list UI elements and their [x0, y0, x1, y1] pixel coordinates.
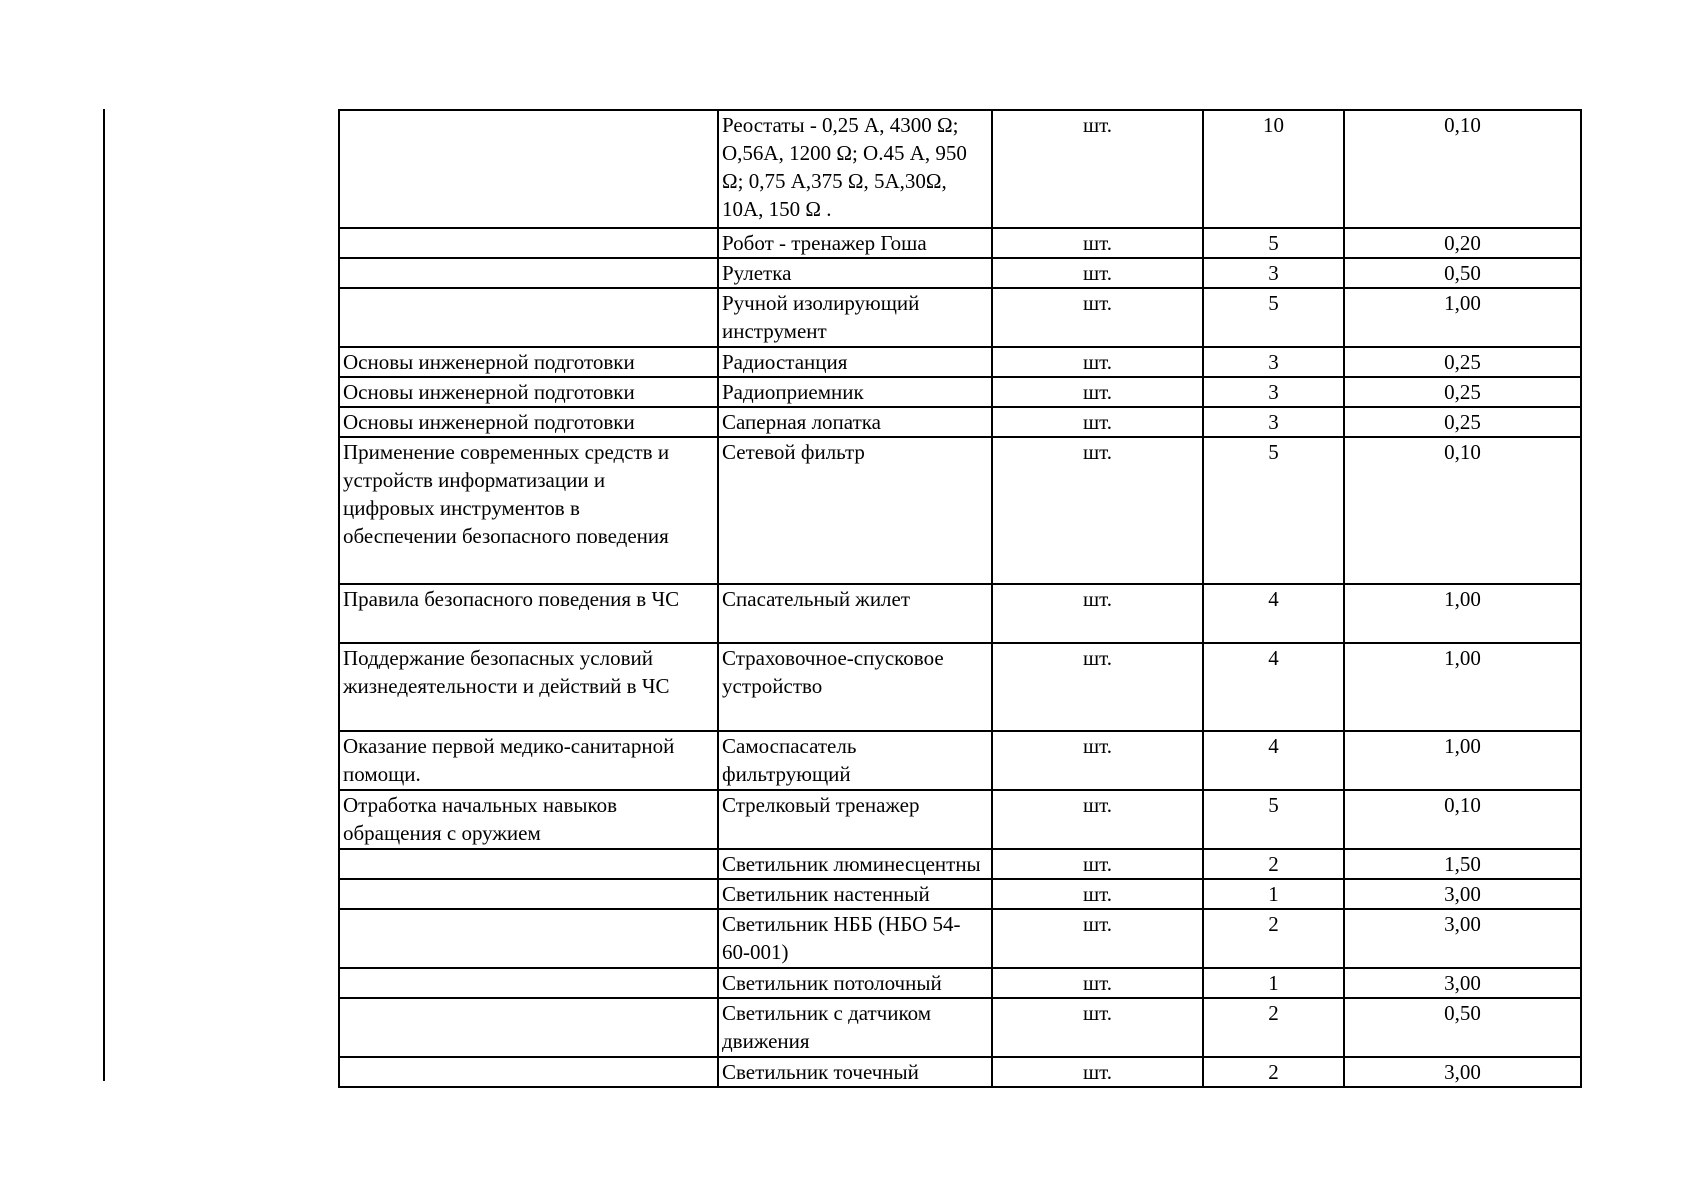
unit-cell: шт.: [992, 879, 1203, 909]
norm-cell: 1,00: [1344, 643, 1581, 731]
topic-cell: [339, 998, 718, 1057]
table-row: [339, 849, 1581, 879]
unit-cell: шт.: [992, 584, 1203, 643]
topic-cell: [339, 909, 718, 968]
table-row: [339, 347, 1581, 377]
quantity-cell: 4: [1203, 584, 1344, 643]
topic-cell: [339, 1057, 718, 1087]
unit-cell: шт.: [992, 437, 1203, 584]
topic-cell: [339, 288, 718, 347]
topic-cell: Оказание первой медико-санитарной помощи.: [339, 731, 718, 790]
unit-cell: шт.: [992, 968, 1203, 998]
item-cell: Светильник настенный: [718, 879, 992, 909]
table-row: [339, 110, 1581, 228]
item-cell: Радиостанция: [718, 347, 992, 377]
table-row: [339, 258, 1581, 288]
topic-cell: [339, 968, 718, 998]
unit-cell: шт.: [992, 228, 1203, 258]
table-row: [339, 731, 1581, 790]
table-row: [339, 643, 1581, 731]
item-cell: Светильник НББ (НБО 54- 60-001): [718, 909, 992, 968]
topic-cell: Основы инженерной подготовки: [339, 407, 718, 437]
quantity-cell: 10: [1203, 110, 1344, 228]
norm-cell: 0,10: [1344, 437, 1581, 584]
equipment-table: [338, 109, 1582, 1088]
page-margin-line: [103, 109, 105, 1081]
item-cell: Стрелковый тренажер: [718, 790, 992, 849]
topic-cell: Поддержание безопасных условий жизнедеятельности и действий в ЧС: [339, 643, 718, 731]
quantity-cell: 5: [1203, 228, 1344, 258]
item-cell: Робот - тренажер Гоша: [718, 228, 992, 258]
item-cell: Светильник потолочный: [718, 968, 992, 998]
table-row: [339, 790, 1581, 849]
item-cell: Светильник с датчиком движения: [718, 998, 992, 1057]
unit-cell: шт.: [992, 258, 1203, 288]
quantity-cell: 2: [1203, 849, 1344, 879]
table-row: [339, 228, 1581, 258]
topic-cell: Применение современных средств и устройств информатизации и цифровых инструментов в обеспечении безопасного поведения: [339, 437, 718, 584]
topic-cell: [339, 849, 718, 879]
quantity-cell: 2: [1203, 909, 1344, 968]
quantity-cell: 3: [1203, 347, 1344, 377]
topic-cell: Отработка начальных навыков обращения с оружием: [339, 790, 718, 849]
unit-cell: шт.: [992, 731, 1203, 790]
table-row: [339, 1057, 1581, 1087]
quantity-cell: 3: [1203, 407, 1344, 437]
norm-cell: 1,50: [1344, 849, 1581, 879]
unit-cell: шт.: [992, 849, 1203, 879]
table-row: [339, 998, 1581, 1057]
item-cell: Рулетка: [718, 258, 992, 288]
table-row: [339, 909, 1581, 968]
quantity-cell: 2: [1203, 1057, 1344, 1087]
topic-cell: [339, 258, 718, 288]
unit-cell: шт.: [992, 1057, 1203, 1087]
norm-cell: 3,00: [1344, 909, 1581, 968]
table-row: [339, 968, 1581, 998]
item-cell: Реостаты - 0,25 А, 4300 Ω; О,56А, 1200 Ω; О.45 А, 950 Ω; 0,75 А,375 Ω, 5А,30Ω, 10А, 150 Ω .: [718, 110, 992, 228]
quantity-cell: 1: [1203, 879, 1344, 909]
unit-cell: шт.: [992, 288, 1203, 347]
item-cell: Спасательный жилет: [718, 584, 992, 643]
topic-cell: [339, 110, 718, 228]
unit-cell: шт.: [992, 909, 1203, 968]
norm-cell: 0,50: [1344, 998, 1581, 1057]
unit-cell: шт.: [992, 407, 1203, 437]
norm-cell: 1,00: [1344, 288, 1581, 347]
unit-cell: шт.: [992, 347, 1203, 377]
norm-cell: 0,25: [1344, 377, 1581, 407]
norm-cell: 3,00: [1344, 968, 1581, 998]
table-row: [339, 584, 1581, 643]
unit-cell: шт.: [992, 110, 1203, 228]
topic-cell: [339, 228, 718, 258]
norm-cell: 0,50: [1344, 258, 1581, 288]
quantity-cell: 4: [1203, 643, 1344, 731]
topic-cell: Основы инженерной подготовки: [339, 347, 718, 377]
table-row: [339, 377, 1581, 407]
quantity-cell: 5: [1203, 288, 1344, 347]
unit-cell: шт.: [992, 643, 1203, 731]
unit-cell: шт.: [992, 998, 1203, 1057]
unit-cell: шт.: [992, 377, 1203, 407]
norm-cell: 0,10: [1344, 790, 1581, 849]
quantity-cell: 5: [1203, 437, 1344, 584]
norm-cell: 1,00: [1344, 584, 1581, 643]
norm-cell: 3,00: [1344, 1057, 1581, 1087]
item-cell: Сетевой фильтр: [718, 437, 992, 584]
item-cell: Радиоприемник: [718, 377, 992, 407]
quantity-cell: 3: [1203, 377, 1344, 407]
norm-cell: 0,25: [1344, 407, 1581, 437]
item-cell: Страховочное-спусковое устройство: [718, 643, 992, 731]
quantity-cell: 5: [1203, 790, 1344, 849]
topic-cell: Правила безопасного поведения в ЧС: [339, 584, 718, 643]
item-cell: Светильник точечный: [718, 1057, 992, 1087]
norm-cell: 0,10: [1344, 110, 1581, 228]
table-row: [339, 407, 1581, 437]
table-row: [339, 288, 1581, 347]
unit-cell: шт.: [992, 790, 1203, 849]
topic-cell: [339, 879, 718, 909]
item-cell: Ручной изолирующий инструмент: [718, 288, 992, 347]
norm-cell: 0,25: [1344, 347, 1581, 377]
quantity-cell: 1: [1203, 968, 1344, 998]
norm-cell: 3,00: [1344, 879, 1581, 909]
item-cell: Саперная лопатка: [718, 407, 992, 437]
quantity-cell: 3: [1203, 258, 1344, 288]
quantity-cell: 2: [1203, 998, 1344, 1057]
norm-cell: 1,00: [1344, 731, 1581, 790]
table-row: [339, 437, 1581, 584]
norm-cell: 0,20: [1344, 228, 1581, 258]
item-cell: Светильник люминесцентны: [718, 849, 992, 879]
quantity-cell: 4: [1203, 731, 1344, 790]
table-row: [339, 879, 1581, 909]
item-cell: Самоспасатель фильтрующий: [718, 731, 992, 790]
topic-cell: Основы инженерной подготовки: [339, 377, 718, 407]
